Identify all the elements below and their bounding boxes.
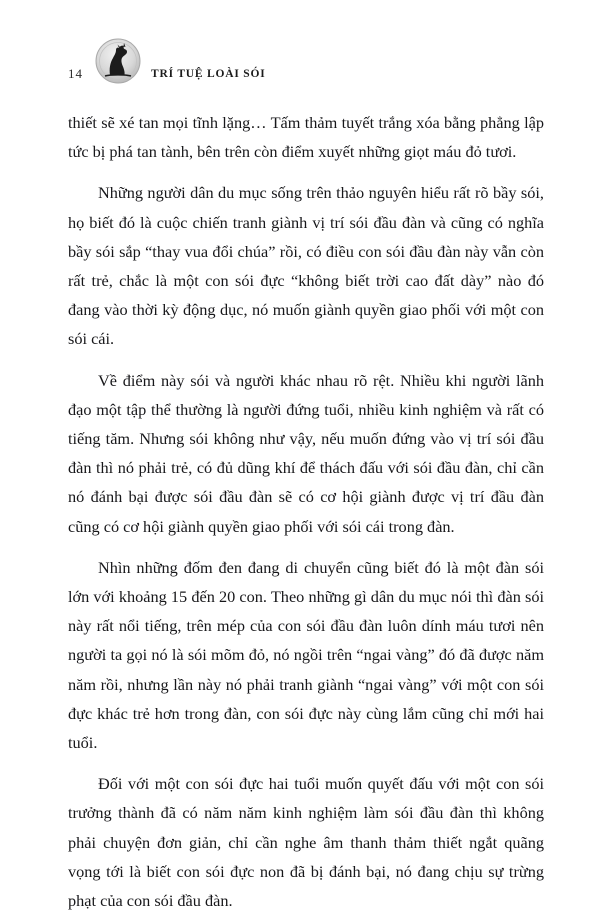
page-body	[68, 108, 544, 915]
page-header	[0, 30, 612, 88]
book-title: TRÍ TUỆ LOÀI SÓI	[151, 68, 266, 80]
page-number: 14	[68, 66, 83, 81]
paragraph: Những người dân du mục sống trên thảo nguyên hiểu rất rõ bầy sói, họ biết đó là cuộc chiến tranh giành vị trí sói đầu đàn và cũng có nghĩa bầy sói sắp “thay vua đổi chúa” rồi, có điều con sói đầu đàn này vẫn còn rất trẻ, chắc là một con sói đực “không biết trời cao đất dày” nào đó đang vào thời kỳ động dục, nó muốn giành quyền giao phối với một con sói cái.	[68, 183, 544, 349]
header-inner	[68, 30, 266, 88]
paragraph: Đối với một con sói đực hai tuổi muốn quyết đấu với một con sói trưởng thành đã có năm năm kinh nghiệm làm sói đầu đàn thì không phải chuyện đơn giản, chỉ cần nghe âm thanh thảm thiết ngắt quãng vọng tới là biết con sói đực non đã bị đánh bại, nó đang chịu sự trừng phạt của con sói đầu đàn.	[68, 774, 544, 911]
paragraph: thiết sẽ xé tan mọi tĩnh lặng… Tấm thảm tuyết trắng xóa bằng phẳng lập tức bị phá tan tành, bên trên còn điểm xuyết những giọt máu đỏ tươi.	[68, 113, 544, 162]
paragraph: Nhìn những đốm đen đang di chuyển cũng biết đó là một đàn sói lớn với khoảng 15 đến 20 con. Theo những gì dân du mục nói thì đàn sói này rất nổi tiếng, trên mép của con sói đầu đàn luôn dính máu tươi nên người ta gọi nó là sói mõm đỏ, nó ngồi trên “ngai vàng” đó đã được năm năm rồi, nhưng lần này nó phải tranh giành “ngai vàng” với một con sói đực khác trẻ hơn trong đàn, con sói đực này cùng lắm cũng chỉ mới hai tuổi.	[68, 557, 544, 753]
wolf-head-circle-icon	[93, 36, 143, 88]
paragraph: Về điểm này sói và người khác nhau rõ rệt. Nhiều khi người lãnh đạo một tập thể thường là người đứng tuổi, nhiều kinh nghiệm và rất có tiếng tăm. Nhưng sói không như vậy, nếu muốn đứng vào vị trí sói đầu đàn thì nó phải trẻ, có đủ dũng khí để thách đấu với sói đầu đàn, chỉ cần nó đánh bại được sói đầu đàn sẽ có cơ hội giành được vị trí đầu đàn cũng có cơ hội giành quyền giao phối với sói cái trong đàn.	[68, 370, 544, 536]
